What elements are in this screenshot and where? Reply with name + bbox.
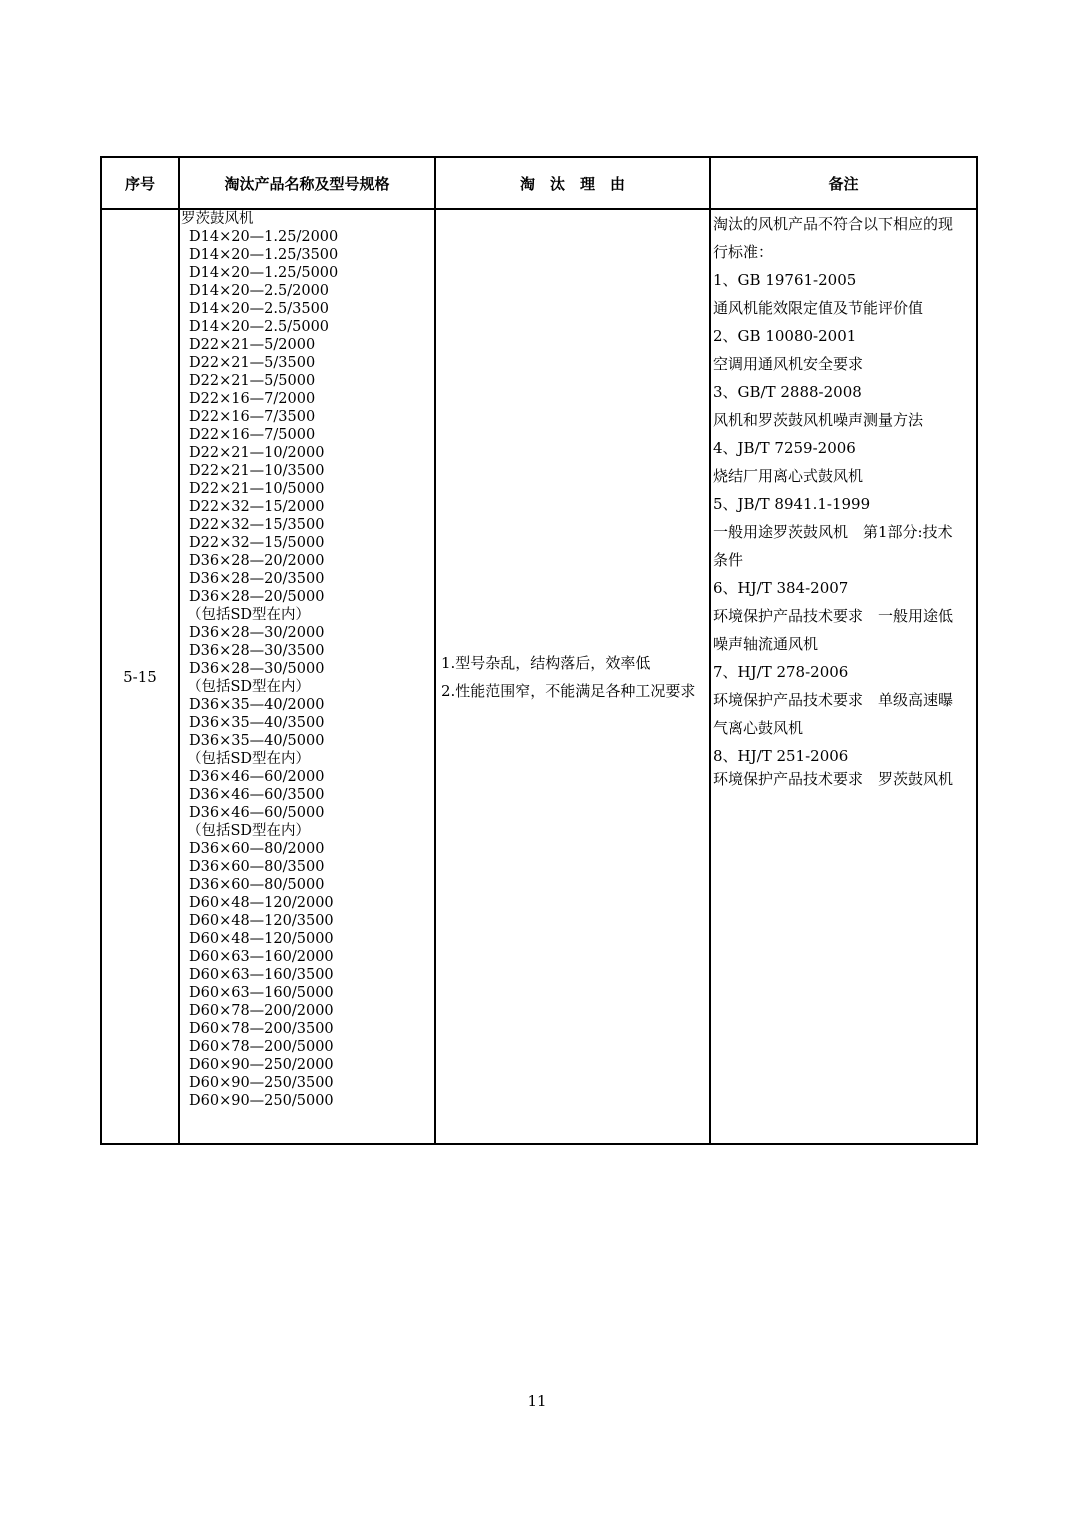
remark-line: 3、GB/T 2888-2008 <box>713 383 862 401</box>
remark-line: 7、HJ/T 278-2006 <box>713 663 849 681</box>
model-item: D60×48—120/5000 <box>189 931 334 947</box>
model-item: D36×60—80/3500 <box>189 859 325 875</box>
header-seq: 序号 <box>101 157 179 209</box>
remark-line: 噪声轴流通风机 <box>713 635 819 653</box>
model-item: D36×28—30/5000 <box>189 661 325 677</box>
model-item: D36×28—30/2000 <box>189 625 325 641</box>
remark-line: 行标准： <box>713 243 774 261</box>
model-item: D36×28—30/3500 <box>189 643 325 659</box>
model-note: （包括SD型在内） <box>187 679 311 695</box>
product-list-cell <box>179 209 435 1144</box>
remark-line: 6、HJ/T 384-2007 <box>713 579 849 597</box>
model-item: D22×16—7/3500 <box>189 409 316 425</box>
model-item: D22×16—7/2000 <box>189 391 316 407</box>
model-item: D60×78—200/2000 <box>189 1003 334 1019</box>
model-item: D60×63—160/5000 <box>189 985 334 1001</box>
table-row <box>101 209 977 1144</box>
product-title: 罗茨鼓风机 <box>181 211 254 227</box>
reason-line: 2.性能范围窄，不能满足各种工况要求 <box>441 681 696 700</box>
elimination-table <box>100 156 978 1145</box>
row-seq: 5-15 <box>101 209 179 1144</box>
reason-line: 1.型号杂乱，结构落后，效率低 <box>441 653 651 672</box>
remark-cell <box>710 209 977 1144</box>
model-item: D22×21—5/2000 <box>189 337 316 353</box>
page-number: 11 <box>527 1392 547 1410</box>
model-item: D36×35—40/2000 <box>189 697 325 713</box>
model-item: D14×20—2.5/2000 <box>189 283 330 299</box>
reason-cell <box>435 209 710 1144</box>
header-reason: 淘 汰 理 由 <box>435 157 710 209</box>
model-item: D36×60—80/2000 <box>189 841 325 857</box>
model-item: D36×46—60/3500 <box>189 787 325 803</box>
remark-line: 条件 <box>713 551 744 569</box>
model-item: D36×35—40/3500 <box>189 715 325 731</box>
model-item: D60×78—200/5000 <box>189 1039 334 1055</box>
remark-line: 烧结厂用离心式鼓风机 <box>713 467 864 485</box>
remark-line: 环境保护产品技术要求 罗茨鼓风机 <box>713 770 954 788</box>
remark-line: 5、JB/T 8941.1-1999 <box>713 495 871 513</box>
model-item: D60×90—250/5000 <box>189 1093 334 1109</box>
remark-line: 空调用通风机安全要求 <box>713 355 864 373</box>
model-item: D22×16—7/5000 <box>189 427 316 443</box>
model-note: （包括SD型在内） <box>187 751 311 767</box>
model-item: D22×21—10/2000 <box>189 445 325 461</box>
remark-list <box>711 210 976 788</box>
model-item: D22×32—15/5000 <box>189 535 325 551</box>
model-item: D22×21—10/5000 <box>189 481 325 497</box>
model-item: D22×32—15/3500 <box>189 517 325 533</box>
model-item: D14×20—2.5/5000 <box>189 319 330 335</box>
remark-line: 通风机能效限定值及节能评价值 <box>713 299 924 317</box>
model-item: D22×21—10/3500 <box>189 463 325 479</box>
model-item: D22×21—5/5000 <box>189 373 316 389</box>
remark-line: 环境保护产品技术要求 一般用途低 <box>713 607 954 625</box>
model-item: D36×46—60/2000 <box>189 769 325 785</box>
model-item: D60×48—120/2000 <box>189 895 334 911</box>
model-item: D60×90—250/2000 <box>189 1057 334 1073</box>
model-item: D14×20—1.25/2000 <box>189 229 339 245</box>
model-item: D22×32—15/2000 <box>189 499 325 515</box>
model-item: D36×28—20/2000 <box>189 553 325 569</box>
remark-line: 4、JB/T 7259-2006 <box>713 439 856 457</box>
remark-line: 2、GB 10080-2001 <box>713 327 857 345</box>
remark-line: 8、HJ/T 251-2006 <box>713 747 849 765</box>
model-item: D36×60—80/5000 <box>189 877 325 893</box>
remark-line: 1、GB 19761-2005 <box>713 271 857 289</box>
model-item: D36×46—60/5000 <box>189 805 325 821</box>
remark-line: 淘汰的风机产品不符合以下相应的现 <box>713 215 954 233</box>
model-item: D36×28—20/3500 <box>189 571 325 587</box>
header-remark: 备注 <box>710 157 977 209</box>
model-item: D60×78—200/3500 <box>189 1021 334 1037</box>
model-item: D36×35—40/5000 <box>189 733 325 749</box>
model-item: D36×28—20/5000 <box>189 589 325 605</box>
remark-line: 一般用途罗茨鼓风机 第1部分:技术 <box>713 523 953 541</box>
model-note: （包括SD型在内） <box>187 823 311 839</box>
remark-line: 环境保护产品技术要求 单级高速曝 <box>713 691 954 709</box>
model-item: D14×20—1.25/5000 <box>189 265 339 281</box>
model-item: D60×48—120/3500 <box>189 913 334 929</box>
model-note: （包括SD型在内） <box>187 607 311 623</box>
remark-line: 风机和罗茨鼓风机噪声测量方法 <box>713 411 924 429</box>
model-item: D14×20—2.5/3500 <box>189 301 330 317</box>
model-item: D60×90—250/3500 <box>189 1075 334 1091</box>
model-item: D22×21—5/3500 <box>189 355 316 371</box>
model-item: D14×20—1.25/3500 <box>189 247 339 263</box>
model-item: D60×63—160/2000 <box>189 949 334 965</box>
model-list <box>180 228 434 1110</box>
header-row <box>101 157 977 209</box>
header-product-name: 淘汰产品名称及型号规格 <box>179 157 435 209</box>
model-item: D60×63—160/3500 <box>189 967 334 983</box>
remark-line: 气离心鼓风机 <box>713 719 804 737</box>
